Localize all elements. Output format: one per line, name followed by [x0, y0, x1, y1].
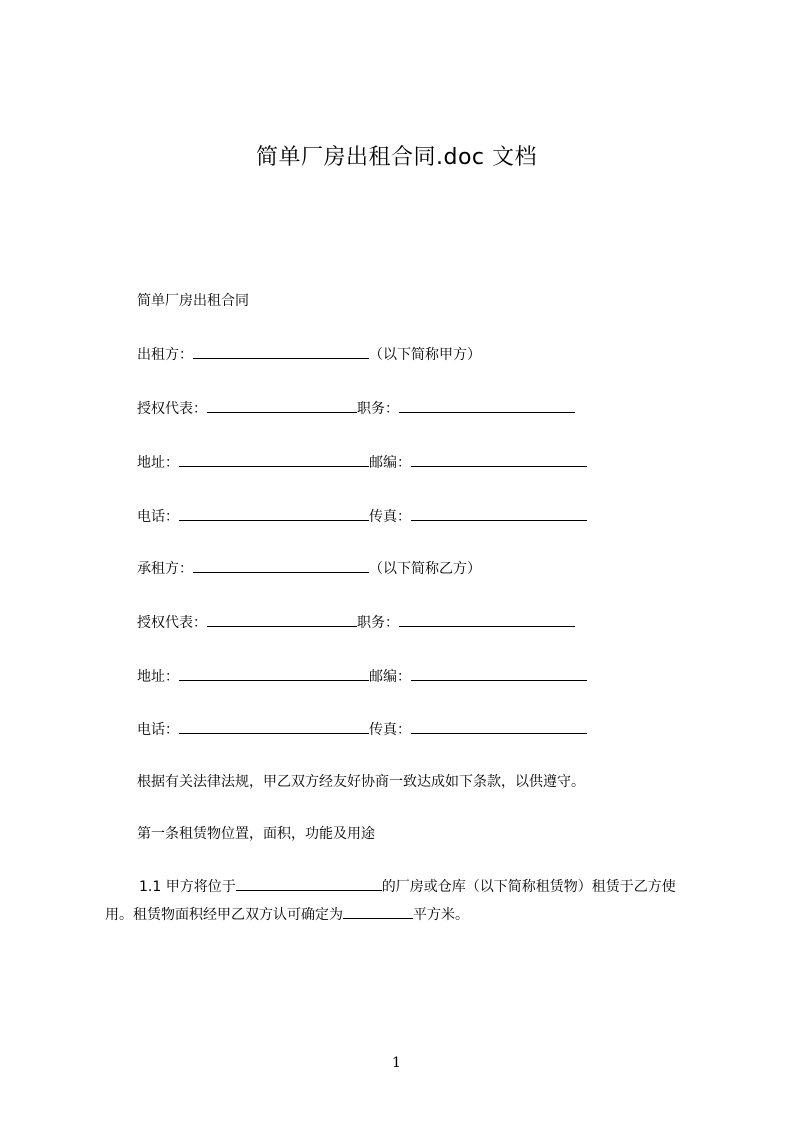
clause-middle: 的厂房或仓库（以下简称租赁物）租赁于乙方使用。租赁物面积经甲乙双方认可确定为	[105, 879, 676, 923]
location-blank[interactable]	[236, 876, 382, 891]
lessee-label: 承租方：	[137, 561, 193, 577]
clause-prefix: 1.1 甲方将位于	[139, 879, 236, 895]
lessor-line	[137, 344, 481, 365]
page-number: 1	[392, 1055, 401, 1071]
address-blank[interactable]	[179, 452, 369, 467]
position-label: 职务：	[357, 615, 399, 631]
phone-blank[interactable]	[179, 719, 369, 734]
phone-blank[interactable]	[179, 506, 369, 521]
preamble: 根据有关法律法规，甲乙双方经友好协商一致达成如下条款，以供遵守。	[137, 774, 585, 790]
clause-1-1	[105, 873, 695, 929]
fax-label: 传真：	[369, 509, 411, 525]
lessor-blank[interactable]	[193, 344, 369, 359]
phone-label: 电话：	[137, 509, 179, 525]
position-blank[interactable]	[399, 398, 575, 413]
address-label: 地址：	[137, 669, 179, 685]
fax-blank[interactable]	[411, 506, 587, 521]
lessee-line	[137, 558, 481, 579]
postcode-label: 邮编：	[369, 455, 411, 471]
rep-blank[interactable]	[207, 612, 357, 627]
contract-heading: 简单厂房出租合同	[137, 293, 249, 309]
postcode-blank[interactable]	[411, 452, 587, 467]
lessee-rep-line	[137, 612, 575, 633]
lessee-blank[interactable]	[193, 558, 369, 573]
address-label: 地址：	[137, 455, 179, 471]
area-blank[interactable]	[343, 904, 413, 919]
lessor-rep-line	[137, 398, 575, 419]
rep-label: 授权代表：	[137, 615, 207, 631]
article-1-heading: 第一条租赁物位置，面积，功能及用途	[137, 826, 375, 842]
lessor-suffix: （以下简称甲方）	[369, 347, 481, 363]
clause-suffix: 平方米。	[413, 907, 469, 923]
postcode-label: 邮编：	[369, 669, 411, 685]
fax-label: 传真：	[369, 722, 411, 738]
phone-label: 电话：	[137, 722, 179, 738]
lessor-phone-line	[137, 506, 587, 527]
rep-label: 授权代表：	[137, 401, 207, 417]
position-label: 职务：	[357, 401, 399, 417]
lessee-phone-line	[137, 719, 587, 740]
postcode-blank[interactable]	[411, 666, 587, 681]
rep-blank[interactable]	[207, 398, 357, 413]
lessee-suffix: （以下简称乙方）	[369, 561, 481, 577]
address-blank[interactable]	[179, 666, 369, 681]
lessor-address-line	[137, 452, 587, 473]
fax-blank[interactable]	[411, 719, 587, 734]
lessee-address-line	[137, 666, 587, 687]
position-blank[interactable]	[399, 612, 575, 627]
document-title: 简单厂房出租合同.doc 文档	[255, 145, 537, 170]
lessor-label: 出租方：	[137, 347, 193, 363]
